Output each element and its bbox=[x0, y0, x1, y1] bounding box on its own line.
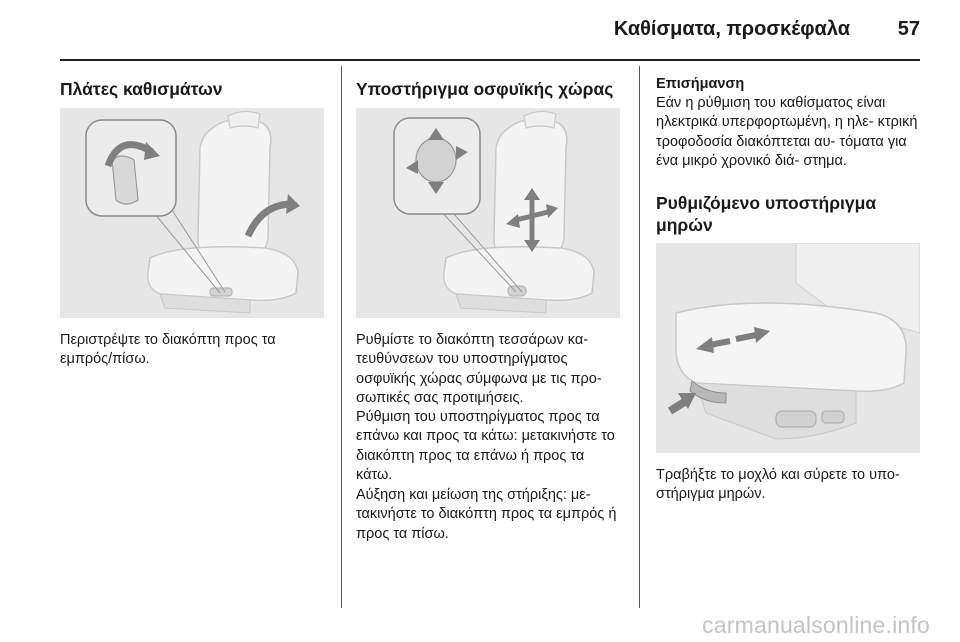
paragraph-lumbar-intro: Ρυθμίστε το διακόπτη τεσσάρων κα- τευθύνσεων του υποστηρίγματος οσφυϊκής χώρας σύμφωνα με τις προ- σωπικές σας προτιμήσεις. bbox=[356, 332, 602, 407]
column-divider bbox=[639, 66, 640, 608]
paragraph-lumbar-support-strength: Αύξηση και μείωση της στήριξης: με- τακινήστε το διακόπτη προς τα εμπρός ή προς τα πίσω. bbox=[356, 487, 617, 542]
section-heading-lumbar-support: Υποστήριγμα οσφυϊκής χώρας bbox=[356, 79, 614, 99]
column-divider bbox=[341, 66, 342, 608]
figure-thigh-support bbox=[656, 243, 920, 453]
note-label: Επισήμανση bbox=[656, 76, 745, 92]
page-number: 57 bbox=[897, 18, 920, 40]
seat-backrest-illustration bbox=[60, 108, 324, 318]
thigh-support-illustration bbox=[656, 243, 920, 453]
page-header-title: Καθίσματα, προσκέφαλα bbox=[613, 18, 850, 40]
watermark: carmanualsonline.info bbox=[702, 612, 930, 638]
header-rule bbox=[60, 59, 920, 61]
note-text: Εάν η ρύθμιση του καθίσματος είναι ηλεκτρικά υπερφορτωμένη, η ηλε- κτρική τροφοδοσία διακόπτεται αυ- τόματα για ένα μικρό χρονικό διά- στημα. bbox=[656, 95, 918, 170]
lumbar-support-illustration bbox=[356, 108, 620, 318]
section-heading-seat-backrest: Πλάτες καθισμάτων bbox=[60, 79, 223, 99]
caption-seat-backrest: Περιστρέψτε το διακόπτη προς τα εμπρός/πίσω. bbox=[60, 332, 276, 368]
figure-lumbar-support bbox=[356, 108, 620, 318]
section-heading-thigh-support: Ρυθμιζόμενο υποστήριγμα μηρών bbox=[656, 193, 877, 235]
caption-thigh-support: Τραβήξτε το μοχλό και σύρετε το υπο- στήριγμα μηρών. bbox=[656, 467, 900, 503]
paragraph-lumbar-up-down: Ρύθμιση του υποστηρίγματος προς τα επάνω και προς τα κάτω: μετακινήστε το διακόπτη προς τα επάνω ή προς τα κάτω. bbox=[356, 409, 615, 484]
figure-seat-backrest-adjust bbox=[60, 108, 324, 318]
